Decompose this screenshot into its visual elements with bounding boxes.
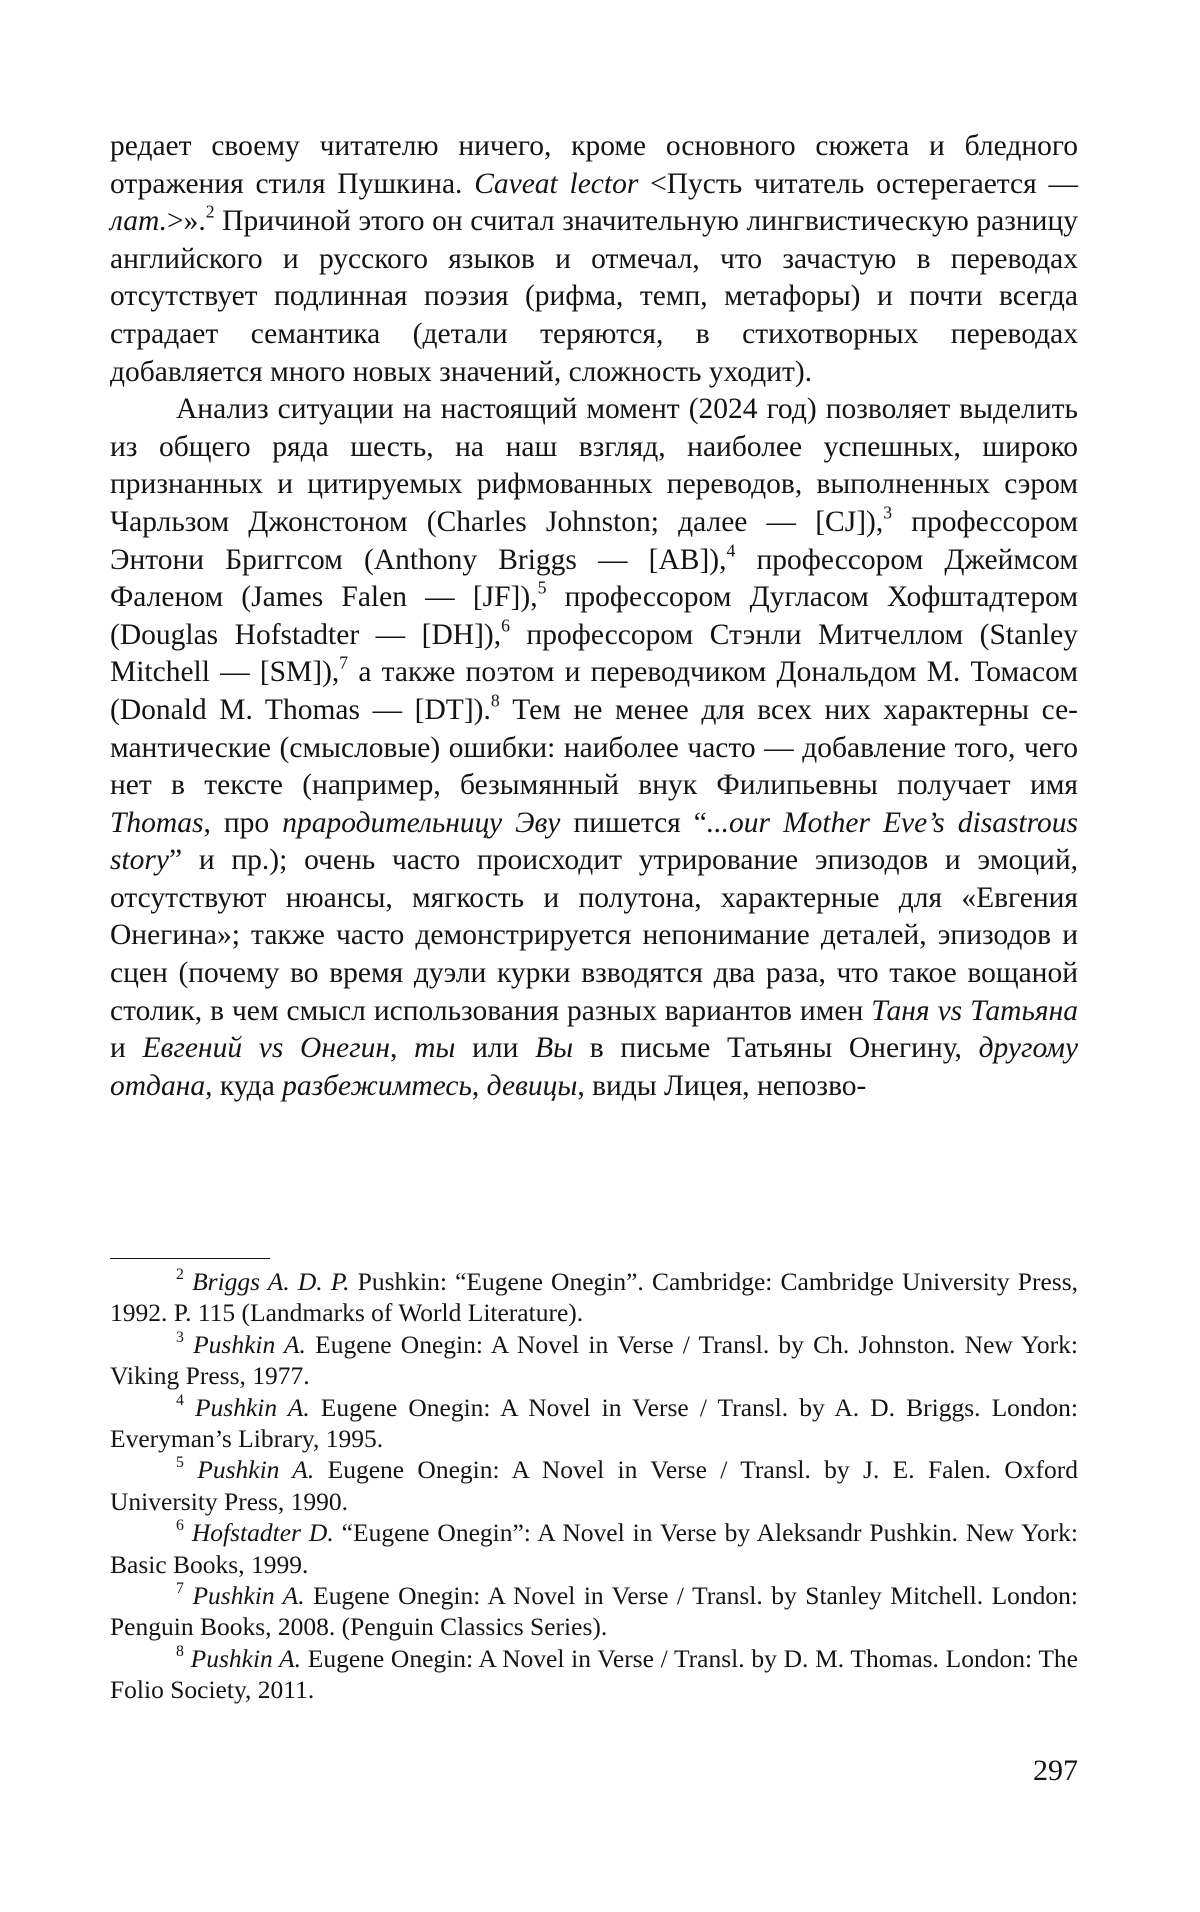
footnote-author: Pushkin A. <box>193 1329 306 1359</box>
text-run: , <box>389 1032 415 1065</box>
italic-run: ...our Mother Eve’s disastrous story <box>110 806 1078 877</box>
italic-run: разбежимтесь <box>282 1069 472 1102</box>
text-run: ” и пр.); очень часто происходит утрирование эпизодов и эмоций, отсутствуют нюансы, мягкость и полутона, характерные для «Евгения Онегина»; также часто демонстрируется непонимание деталей, эпизодов и сцен (почему во время дуэли курки взводятся два раза, что такое вощаной столик, в чем смысл использования разных вариантов имен <box>110 844 1078 1027</box>
text-run: <Пусть читатель остерегается — <box>638 167 1078 200</box>
text-run: , виды Лицея, непозво- <box>577 1069 867 1102</box>
text-run: пишется “ <box>560 806 707 839</box>
footnote-text: Eugene Onegin: A Novel in Verse / Transl. by A. D. Briggs. London: Everyman’s Library, 1995. <box>110 1392 1078 1454</box>
footnote-ref[interactable]: 8 <box>490 690 500 711</box>
footnote-text: “Eugene Onegin”: A Novel in Verse by Aleksandr Pushkin. New York: Basic Books, 1999. <box>110 1518 1079 1579</box>
italic-run: прародительницу Эву <box>282 806 561 839</box>
footnote-ref[interactable]: 7 <box>339 652 349 673</box>
text-run: или <box>455 1032 536 1065</box>
footnote-number: 8 <box>176 1642 184 1660</box>
footnotes <box>110 1266 1078 1706</box>
text-run: , <box>471 1069 487 1102</box>
footnote-text: Eugene Onegin: A Novel in Verse / Transl. by J. E. Falen. Oxford University Press, 1990. <box>110 1455 1078 1516</box>
paragraph-2 <box>110 391 1078 1105</box>
footnote-number: 6 <box>176 1517 184 1535</box>
italic-run: Caveat lector <box>474 167 639 200</box>
italic-run: ты <box>414 1032 456 1065</box>
footnote <box>110 1392 1078 1455</box>
footnote-ref[interactable]: 2 <box>205 201 215 222</box>
footnote-author: Pushkin A. <box>190 1643 302 1673</box>
text-run: Анализ ситуации на настоящий момент (2024 год) позволяет выделить из общего ряда шесть, на наш взгляд, наиболее успешных, широко признанных и цитируемых рифмованных переводов, выполненных сэром Чарльзом Джонстоном (Charles Johnston; далее — [CJ]), <box>110 393 1078 538</box>
paragraph-1 <box>110 128 1078 391</box>
footnote-ref[interactable]: 4 <box>726 539 736 560</box>
footnote-author: Hofstadter D. <box>191 1518 334 1548</box>
footnote-divider <box>110 1258 270 1259</box>
footnote-ref[interactable]: 6 <box>501 614 510 635</box>
footnote-number: 7 <box>176 1580 184 1597</box>
italic-run: девицы <box>486 1069 578 1102</box>
footnote <box>110 1329 1078 1392</box>
text-run: Тем не менее для всех них характерны семантические (смысловые) ошибки: наиболее часто — добавление того, чего нет в тексте (например, безымянный внук Филипьевны получает имя <box>110 693 1078 802</box>
text-run: профессором Джеймсом Фаленом (James Falen — [JF]), <box>110 543 1078 614</box>
page-number: 297 <box>1033 1754 1078 1787</box>
footnote-author: Pushkin A. <box>192 1581 305 1611</box>
footnote-number: 4 <box>176 1391 184 1409</box>
italic-run: лат. <box>110 205 168 238</box>
footnote-ref[interactable]: 3 <box>883 502 893 523</box>
footnote <box>110 1266 1078 1329</box>
footnote <box>110 1454 1078 1517</box>
italic-run: другому отдана <box>110 1032 1079 1102</box>
text-run: профессором Энтони Бриггсом (Anthony Briggs — [AB]), <box>110 505 1078 576</box>
footnote-author: Pushkin A. <box>194 1392 310 1422</box>
italic-run: Thomas <box>110 806 204 839</box>
page-body <box>110 128 1078 1105</box>
footnote-text: Eugene Onegin: A Novel in Verse / Transl. by Stanley Mitchell. London: Penguin Books, 2008. (Penguin Classics Series). <box>110 1581 1079 1642</box>
text-run: и <box>110 1032 143 1065</box>
text-run: а также поэтом и переводчиком Дональдом М. Томасом (Donald M. Thomas — [DT]). <box>110 656 1078 726</box>
footnote-text: Eugene Onegin: A Novel in Verse / Transl. by D. M. Thomas. London: The Folio Society, 2011. <box>110 1643 1078 1705</box>
footnote <box>110 1580 1078 1643</box>
text-run: , куда <box>205 1069 283 1102</box>
footnote-number: 5 <box>176 1454 184 1472</box>
text-run: профессором Стэнли Митчеллом (Stanley Mitchell — [SM]), <box>110 618 1078 689</box>
italic-run: Вы <box>535 1032 574 1065</box>
footnote-text: Pushkin: “Eugene Onegin”. Cambridge: Cambridge University Press, 1992. P. 115 (Landmarks of World Literature). <box>110 1267 1078 1328</box>
text-run: , про <box>203 806 283 839</box>
text-run: редает своему читателю ничего, кроме основного сюжета и бледного отражения стиля Пушкина. <box>110 130 1078 200</box>
footnote-number: 3 <box>176 1328 184 1346</box>
footnote <box>110 1517 1078 1580</box>
text-run: >». <box>167 205 206 238</box>
footnote <box>110 1643 1078 1706</box>
text-run: в письме Татьяны Онегину, <box>573 1032 979 1065</box>
italic-run: Таня vs Татьяна <box>871 994 1078 1027</box>
footnote-text: Eugene Onegin: A Novel in Verse / Transl. by Ch. Johnston. New York: Viking Press, 1977. <box>110 1329 1078 1391</box>
text-run: Причиной этого он считал значительную лингвистическую разницу английского и русского языков и отмечал, что зачастую в переводах отсутствует подлинная поэзия (рифма, темп, метафоры) и почти всегда страдает семантика (детали теряются, в стихотворных переводах добавляется много новых значений, сложность уходит). <box>110 205 1078 388</box>
main-text <box>110 128 1078 1105</box>
footnote-number: 2 <box>176 1265 184 1283</box>
italic-run: Евгений vs Онегин <box>142 1032 390 1065</box>
text-run: профессором Дугласом Хофштадтером (Douglas Hofstadter — [DH]), <box>110 581 1079 651</box>
footnote-author: Briggs A. D. P. <box>192 1267 350 1296</box>
footnote-ref[interactable]: 5 <box>537 577 547 598</box>
footnote-author: Pushkin A. <box>197 1455 315 1485</box>
